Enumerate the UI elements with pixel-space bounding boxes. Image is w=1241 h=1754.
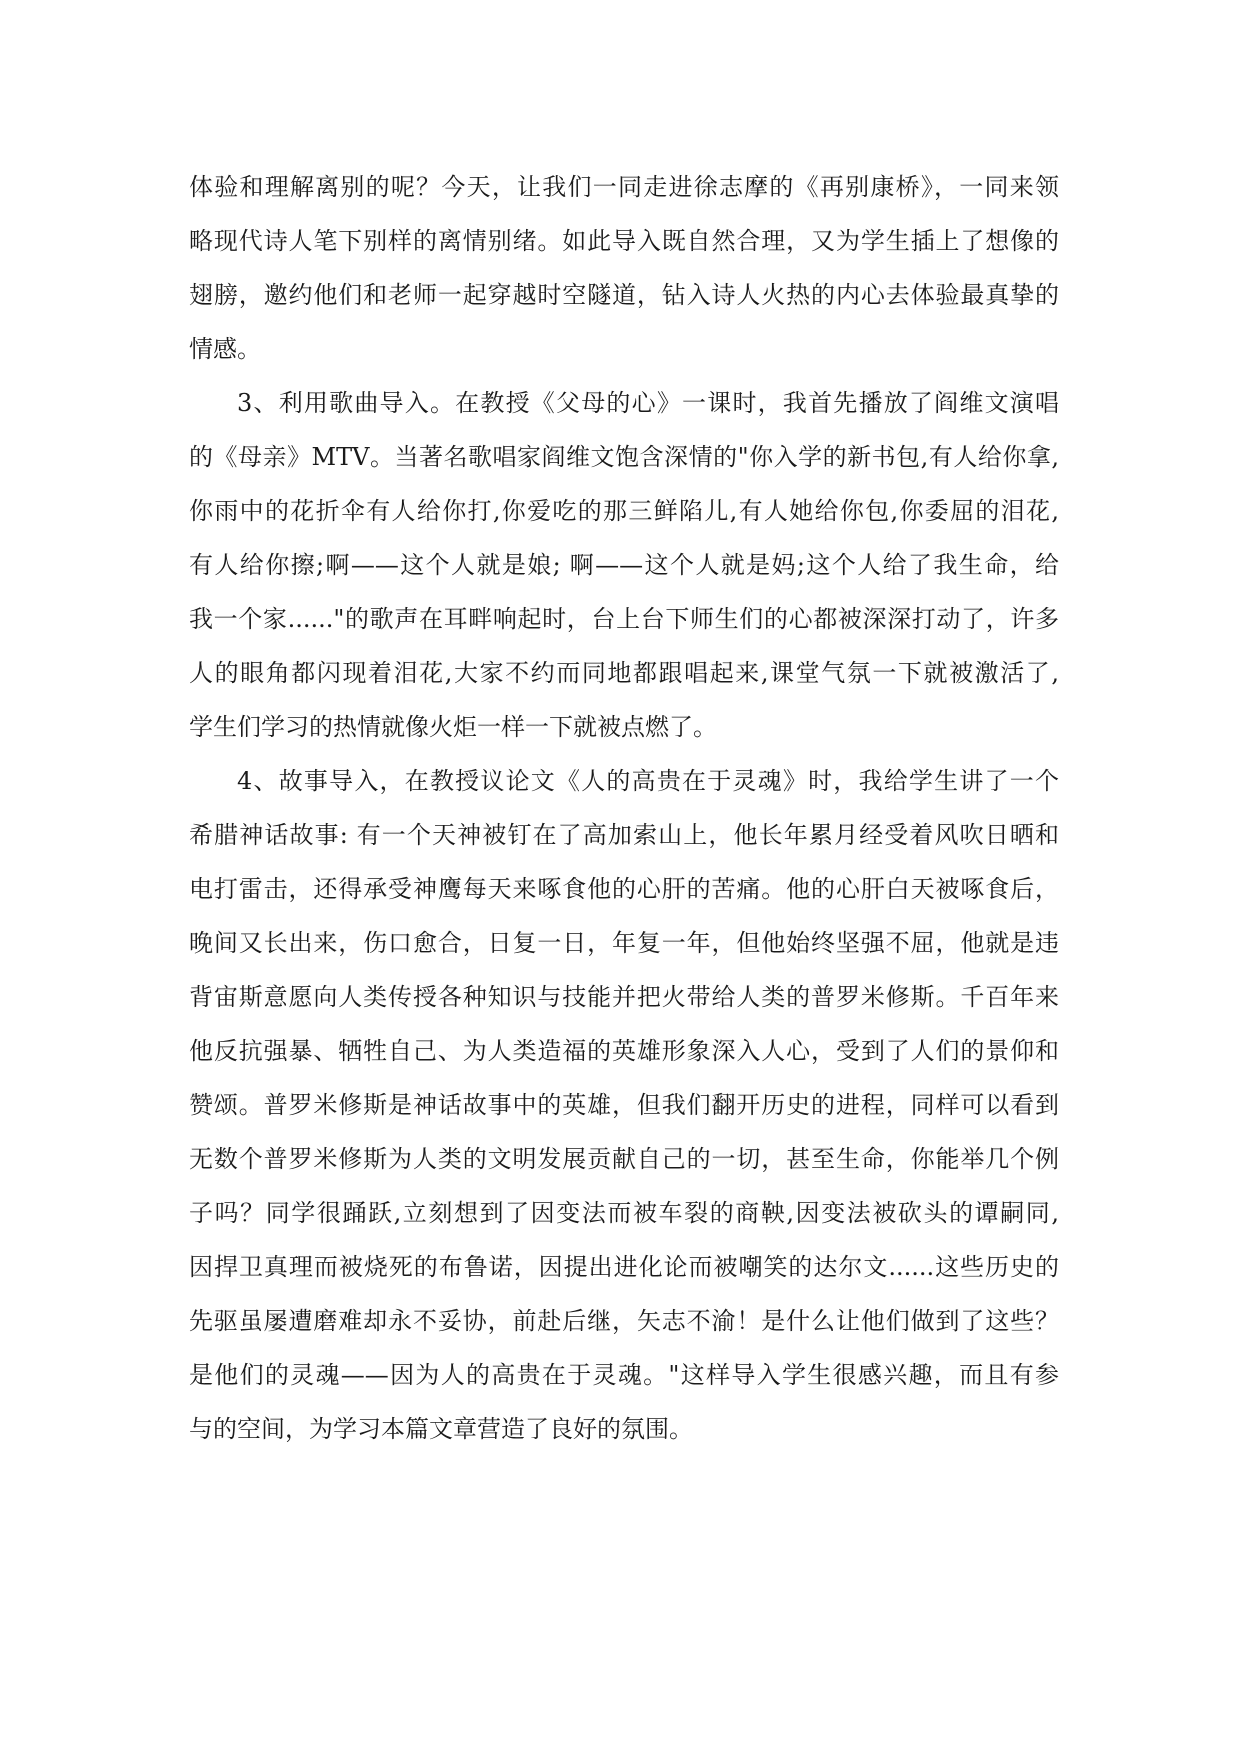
text-line: 子吗？同学很踊跃,立刻想到了因变法而被车裂的商鞅,因变法被砍头的谭嗣同, — [189, 1199, 1059, 1227]
text-line: 先驱虽屡遭磨难却永不妥协，前赴后继，矢志不渝！是什么让他们做到了这些？ — [189, 1307, 1059, 1335]
text-line: 背宙斯意愿向人类传授各种知识与技能并把火带给人类的普罗米修斯。千百年来 — [189, 983, 1059, 1011]
paragraph-3 — [189, 754, 1059, 1456]
text-line: 无数个普罗米修斯为人类的文明发展贡献自己的一切，甚至生命，你能举几个例 — [189, 1145, 1059, 1173]
text-line: 有人给你擦;啊——这个人就是娘; 啊——这个人就是妈;这个人给了我生命，给 — [189, 551, 1059, 579]
text-line: 你雨中的花折伞有人给你打,你爱吃的那三鲜陷儿,有人她给你包,你委屈的泪花, — [189, 497, 1059, 525]
text-line: 的《母亲》MTV。当著名歌唱家阎维文饱含深情的"你入学的新书包,有人给你拿, — [189, 443, 1059, 471]
text-line: 略现代诗人笔下别样的离情别绪。如此导入既自然合理，又为学生插上了想像的 — [189, 227, 1059, 255]
text-line: 晚间又长出来，伤口愈合，日复一日，年复一年，但他始终坚强不屈，他就是违 — [189, 929, 1059, 957]
body-text — [189, 160, 1059, 1456]
paragraph-2 — [189, 376, 1059, 754]
text-line: 情感。 — [189, 335, 261, 363]
text-line: 我一个家......"的歌声在耳畔响起时，台上台下师生们的心都被深深打动了，许多 — [189, 605, 1059, 633]
text-line: 赞颂。普罗米修斯是神话故事中的英雄，但我们翻开历史的进程，同样可以看到 — [189, 1091, 1059, 1119]
paragraph-1 — [189, 160, 1059, 376]
text-line: 学生们学习的热情就像火炬一样一下就被点燃了。 — [189, 713, 717, 741]
text-line: 与的空间，为学习本篇文章营造了良好的氛围。 — [189, 1415, 693, 1443]
text-line: 电打雷击，还得承受神鹰每天来啄食他的心肝的苦痛。他的心肝白天被啄食后， — [189, 875, 1059, 903]
text-line: 人的眼角都闪现着泪花,大家不约而同地都跟唱起来,课堂气氛一下就被激活了, — [189, 659, 1059, 687]
text-line: 他反抗强暴、牺牲自己、为人类造福的英雄形象深入人心，受到了人们的景仰和 — [189, 1037, 1059, 1065]
text-line: 翅膀，邀约他们和老师一起穿越时空隧道，钻入诗人火热的内心去体验最真挚的 — [189, 281, 1059, 309]
text-line: 4、故事导入，在教授议论文《人的高贵在于灵魂》时，我给学生讲了一个 — [237, 767, 1059, 795]
text-line: 体验和理解离别的呢？今天，让我们一同走进徐志摩的《再别康桥》，一同来领 — [189, 173, 1059, 201]
text-line: 因捍卫真理而被烧死的布鲁诺，因提出进化论而被嘲笑的达尔文......这些历史的 — [189, 1253, 1059, 1281]
text-line: 希腊神话故事: 有一个天神被钉在了高加索山上，他长年累月经受着风吹日晒和 — [189, 821, 1059, 849]
text-line: 是他们的灵魂——因为人的高贵在于灵魂。"这样导入学生很感兴趣，而且有参 — [189, 1361, 1059, 1389]
text-line: 3、利用歌曲导入。在教授《父母的心》一课时，我首先播放了阎维文演唱 — [237, 389, 1059, 417]
